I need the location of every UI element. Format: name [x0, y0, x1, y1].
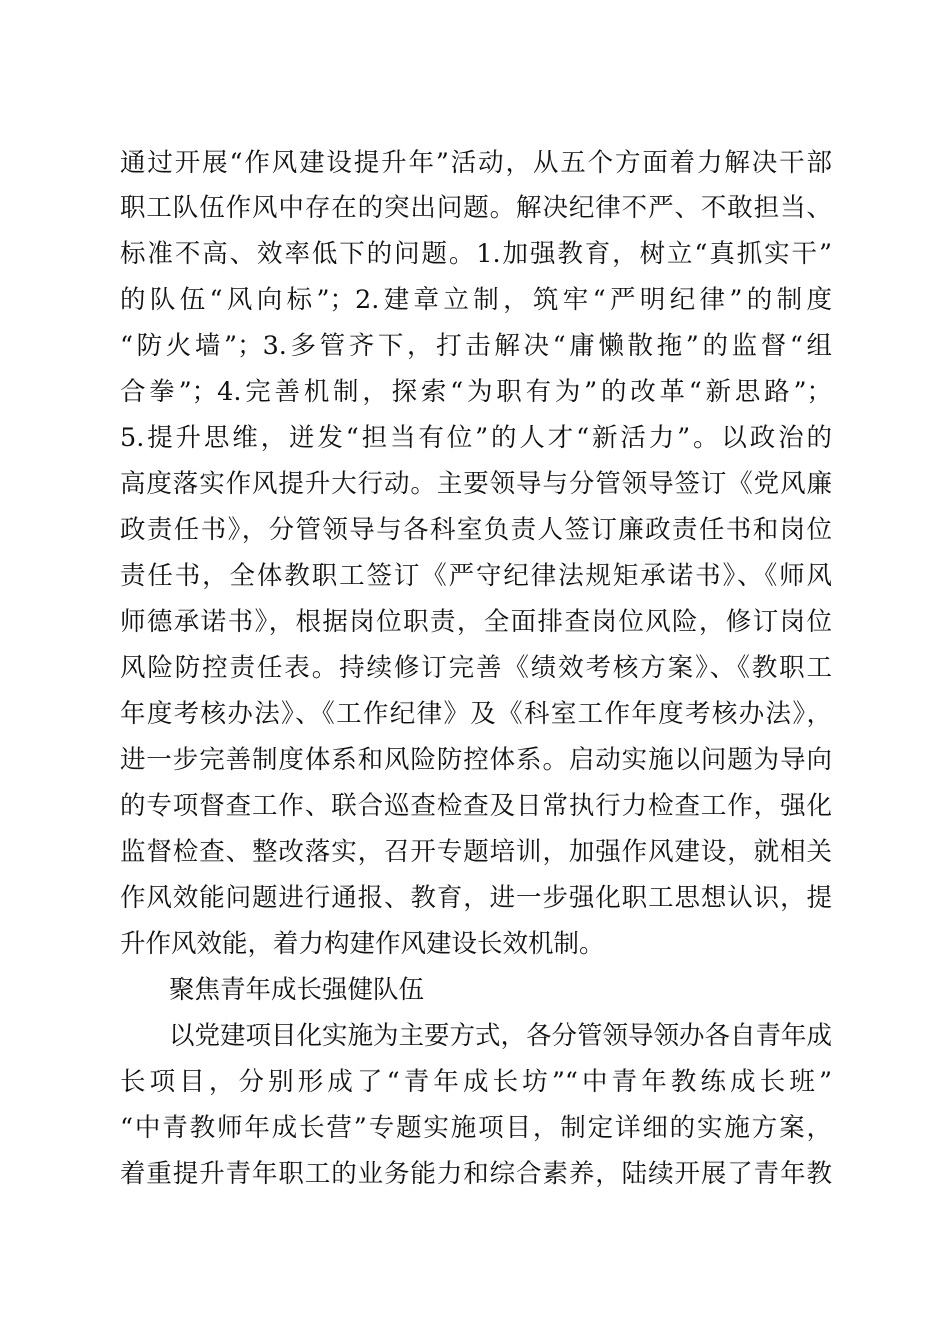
text-line: 师德承诺书》，根据岗位职责，全面排查岗位风险，修订岗位 [120, 607, 832, 637]
text-line: 进一步完善制度体系和风险防控体系。启动实施以问题为导向 [120, 745, 832, 775]
text-line: 作风效能问题进行通报、教育，进一步强化职工思想认识，提 [120, 883, 832, 913]
text-line: 升作风效能，着力构建作风建设长效机制。 [120, 929, 605, 959]
text-line: 合拳”；4.完善机制，探索“为职有为”的改革“新思路”； [120, 377, 832, 407]
text-line: 责任书，全体教职工签订《严守纪律法规矩承诺书》、《师风 [120, 561, 832, 591]
text-line: 通过开展“作风建设提升年”活动，从五个方面着力解决干部 [120, 148, 832, 178]
text-line: 的队伍“风向标”；2.建章立制，筑牢“严明纪律”的制度 [120, 285, 832, 315]
text-line: 监督检查、整改落实，召开专题培训，加强作风建设，就相关 [120, 837, 832, 867]
text-line: 的专项督查工作、联合巡查检查及日常执行力检查工作，强化 [120, 791, 832, 821]
text-line: 标准不高、效率低下的问题。1.加强教育，树立“真抓实干” [120, 239, 832, 269]
text-line: 着重提升青年职工的业务能力和综合素养，陆续开展了青年教 [120, 1159, 832, 1189]
text-line: 5.提升思维，迸发“担当有位”的人才“新活力”。以政治的 [120, 423, 832, 453]
text-line: 高度落实作风提升大行动。主要领导与分管领导签订《党风廉 [120, 469, 832, 499]
text-line: “防火墙”；3.多管齐下，打击解决“庸懒散拖”的监督“组 [120, 331, 832, 361]
section-heading: 聚焦青年成长强健队伍 [169, 975, 425, 1005]
text-line: 职工队伍作风中存在的突出问题。解决纪律不严、不敢担当、 [120, 193, 832, 223]
text-line: 政责任书》，分管领导与各科室负责人签订廉政责任书和岗位 [120, 515, 832, 545]
text-line: 以党建项目化实施为主要方式，各分管领导领办各自青年成 [169, 1021, 833, 1051]
text-line: “中青教师年成长营”专题实施项目，制定详细的实施方案， [120, 1113, 832, 1143]
text-line: 年度考核办法》、《工作纪律》及《科室工作年度考核办法》， [120, 699, 832, 729]
text-line: 风险防控责任表。持续修订完善《绩效考核方案》、《教职工 [120, 653, 832, 683]
text-line: 长项目，分别形成了“青年成长坊”“中青年教练成长班” [120, 1067, 832, 1097]
